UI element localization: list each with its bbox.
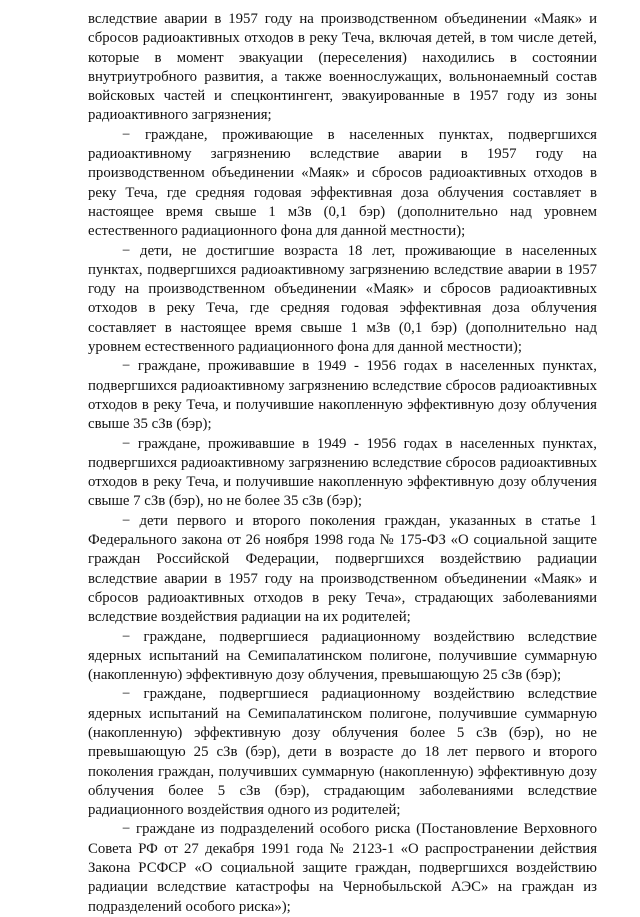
list-item-semipalatinsk-25: − граждане, подвергшиеся радиационному воздействию вследствие ядерных испытаний на Семипалатинском полигоне, получившие суммарную (накопленную) эффективную дозу облучения, превышающую 25 сЗв (бэр); — [88, 628, 597, 684]
list-item-techa-35: − граждане, проживавшие в 1949 - 1956 годах в населенных пунктах, подвергшихся радиоактивному загрязнению вследствие сбросов радиоактивных отходов в реку Теча, и получившие накопленную эффективную дозу облучения свыше 35 сЗв (бэр); — [88, 358, 597, 433]
list-item-mayak-children: − дети, не достигшие возраста 18 лет, проживающие в населенных пунктах, подвергшихся радиоактивному загрязнению вследствие аварии в 1957 году на производственном объединении «Маяк» и сбросов радиоактивных отходов в реку Теча, где средняя годовая эффективная доза облучения составляет в настоящее время свыше 1 мЗв (0,1 бэр) (дополнительно над уровнем естественного радиационного фона для данной местности); — [88, 242, 597, 356]
list-item-mayak-residents: − граждане, проживающие в населенных пунктах, подвергшихся радиоактивному загрязнению вследствие аварии в 1957 году на производственном объединении «Маяк» и сбросов радиоактивных отходов в реку Теча, где средняя годовая эффективная доза облучения составляет в настоящее время свыше 1 мЗв (0,1 бэр) (дополнительно над уровнем естественного радиационного фона для данной местности); — [88, 126, 597, 240]
list-item-special-risk: − граждане из подразделений особого риска (Постановление Верховного Совета РФ от 27 декабря 1991 года № 2123-1 «О распространении действия Закона РСФСР «О социальной защите граждан, подвергшихся воздействию радиации вследствие катастрофы на Чернобыльской АЭС» на граждан из подразделений особого риска»); — [88, 821, 597, 915]
list-item-techa-7-35: − граждане, проживавшие в 1949 - 1956 годах в населенных пунктах, подвергшихся радиоактивному загрязнению вследствие сбросов радиоактивных отходов в реку Теча, и получившие накопленную эффективную дозу облучения свыше 7 сЗв (бэр), но не более 35 сЗв (бэр); — [88, 435, 597, 510]
paragraph-continuation: вследствие аварии в 1957 году на производственном объединении «Маяк» и сбросов радиоактивных отходов в реку Теча, включая детей, в том числе детей, которые в момент эвакуации (переселения) находились в состоянии внутриутробного развития, а также военнослужащих, вольнонаемный состав войсковых частей и спецконтингент, эвакуированные в 1957 году из зоны радиоактивного загрязнения; — [88, 11, 597, 124]
list-item-semipalatinsk-5-25: − граждане, подвергшиеся радиационному воздействию вследствие ядерных испытаний на Семипалатинском полигоне, получившие суммарную (накопленную) эффективную дозу облучения более 5 сЗв (бэр), но не превышающую 25 сЗв (бэр), дети в возрасте до 18 лет первого и второго поколения граждан, получивших суммарную (накопленную) эффективную дозу облучения более 5 сЗв (бэр), страдающим заболеваниями вследствие радиационного воздействия одного из родителей; — [88, 686, 597, 819]
list-item-children-generations: − дети первого и второго поколения граждан, указанных в статье 1 Федерального закона от 26 ноября 1998 года № 175-ФЗ «О социальной защите граждан Российской Федерации, подвергшихся воздействию радиации вследствие аварии в 1957 году на производственном объединении «Маяк» и сбросов радиоактивных отходов в реку Теча», страдающих заболеваниями вследствие воздействия радиации на их родителей; — [88, 512, 597, 626]
document-page — [88, 10, 597, 917]
